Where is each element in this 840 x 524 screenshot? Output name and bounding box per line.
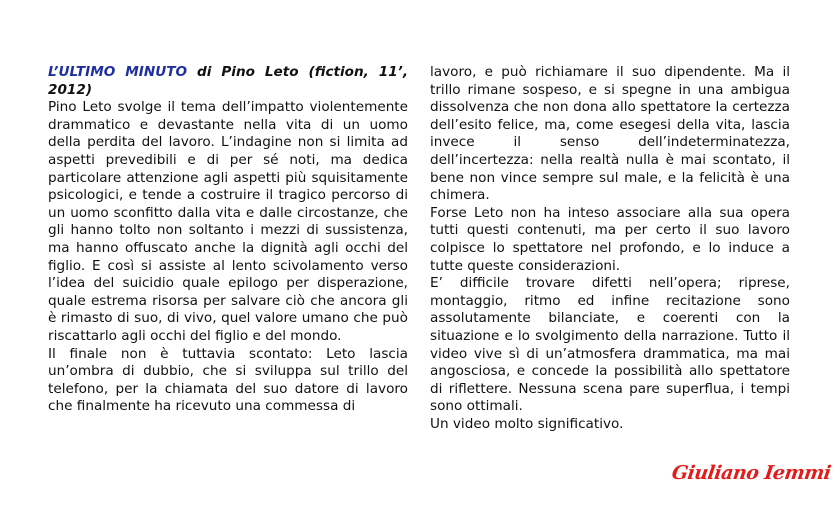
article-left-column xyxy=(48,64,408,416)
film-credits: di Pino Leto (fiction, 11’, 2012) xyxy=(48,64,409,98)
film-title: L’ULTIMO MINUTO xyxy=(48,64,188,80)
paragraph: E’ difficile trovare difetti nell’opera; riprese, montaggio, ritmo ed infine recitazione sono assolutamente bilanciate, e coerenti con la situazione e lo svolgimento della narrazione. Tutto il video vive sì di un’atmosfera drammatica, ma mai angosciosa, e concede la possibilità allo spettatore di riflettere. Nessuna scena pare superflua, i tempi sono ottimali. xyxy=(430,275,790,415)
paragraph: Forse Leto non ha inteso associare alla sua opera tutti questi contenuti, ma per certo il suo lavoro colpisce lo spettatore nel profondo, e lo induce a tutte queste considerazioni. xyxy=(430,204,790,274)
article-right-column xyxy=(430,64,790,433)
paragraph: Il finale non è tuttavia scontato: Leto lascia un’ombra di dubbio, che si sviluppa sul trillo del telefono, per la chiamata del suo datore di lavoro che finalmente ha ricevuto una commessa di xyxy=(48,345,408,415)
author-signature: Giuliano Iemmi xyxy=(670,462,833,484)
paragraph: lavoro, e può richiamare il suo dipendente. Ma il trillo rimane sospeso, e si spegne in una ambigua dissolvenza che non dona allo spettatore la certezza dell’esito felice, ma, come esegesi della vita, lascia invece il senso dell’indeterminatezza, dell’incertezza: nella realtà nulla è mai scontato, il bene non vince sempre sul male, e la felicità è una chimera. xyxy=(430,64,790,204)
article-title xyxy=(48,64,408,99)
paragraph: Pino Leto svolge il tema dell’impatto violentemente drammatico e devastante nella vita di un uomo della perdita del lavoro. L’indagine non si limita ad aspetti prevedibili e di per sé noti, ma dedica particolare attenzione agli aspetti più squisitamente psicologici, e tende a costruire il tragico percorso di un uomo sconfitto dalla vita e dalle circostanze, che gli hanno tolto non soltanto i mezzi di sussistenza, ma hanno offuscato anche la dignità agli occhi del figlio. E così si assiste al lento scivolamento verso l’idea del suicidio quale epilogo per disperazione, quale estrema risorsa per salvare ciò che ancora gli è rimasto di suo, di vivo, quel valore umano che può riscattarlo agli occhi del figlio e del mondo. xyxy=(48,99,408,344)
paragraph: Un video molto significativo. xyxy=(430,415,624,432)
